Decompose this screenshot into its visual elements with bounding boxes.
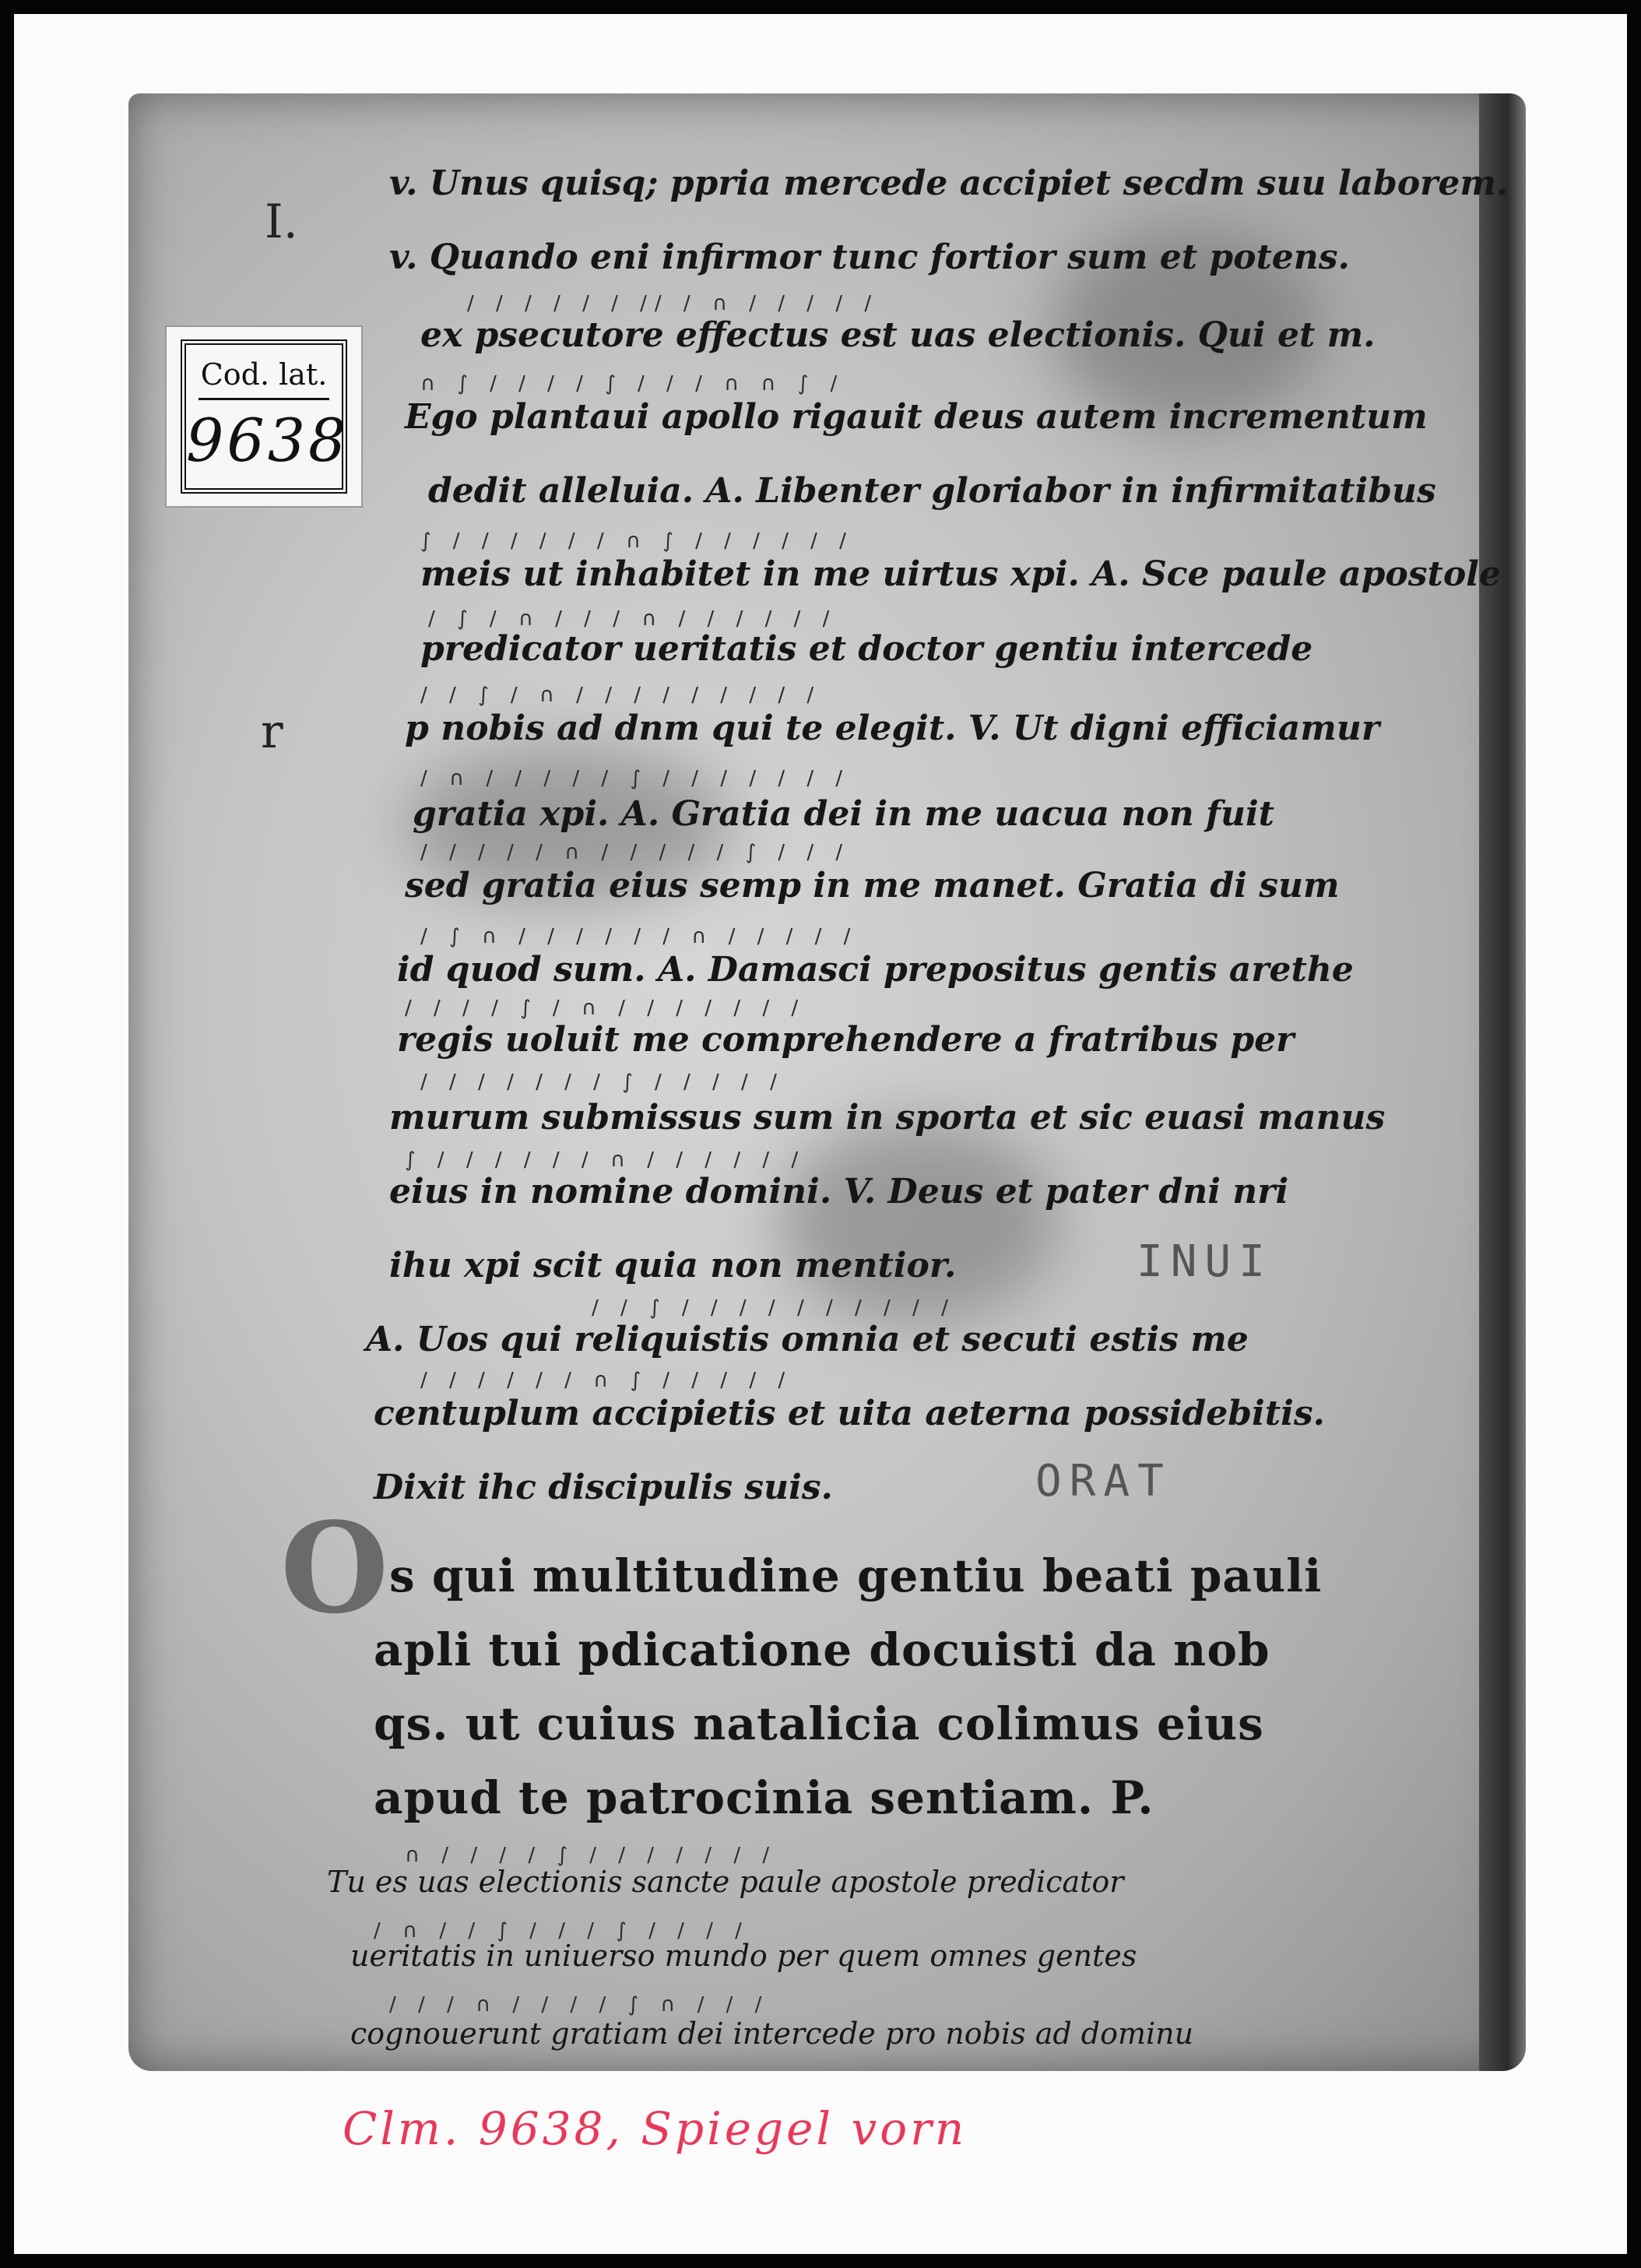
chant-line: A. Uos qui reliquistis omnia et secuti estis me (366, 1320, 1249, 1359)
chant-line: centuplum accipietis et uita aeterna possidebitis. (374, 1394, 1325, 1433)
stain-lower (778, 1121, 1059, 1324)
chant-line: eius in nomine domini. V. Deus et pater dni nri (389, 1172, 1289, 1211)
prayer-line: s qui multitudine gentiu beati pauli (389, 1549, 1323, 1602)
neume-row: / / ∫ / / / / / / / / / / (592, 1296, 956, 1320)
closing-line: cognouerunt gratiam dei intercede pro nobis ad dominu (350, 2017, 1194, 2051)
closing-line: Tu es uas electionis sancte paule apostole predicator (327, 1865, 1124, 1899)
neume-row: / / / / / / ∩ ∫ / / / / / (420, 1369, 793, 1392)
rubric-inuitatorium: INUI (1137, 1236, 1273, 1287)
chant-line: id quod sum. A. Damasci prepositus gentis arethe (397, 950, 1354, 990)
chant-line: regis uoluit me comprehendere a fratribus per (397, 1020, 1295, 1060)
pencil-note: Clm. 9638, Spiegel vorn (343, 2102, 968, 2155)
neume-row: ∩ / / / / ∫ / / / / / / / (405, 1844, 778, 1867)
shelfmark-title: Cod. lat. (200, 357, 328, 392)
neume-row: / / / ∩ / / / / ∫ ∩ / / / (389, 1993, 770, 2017)
chant-line: v. Quando eni infirmor tunc fortior sum et potens. (389, 237, 1350, 277)
neume-row: / / / / / ∩ / / / / / ∫ / / / (420, 841, 851, 864)
neume-row: / ∫ / ∩ / / / ∩ / / / / / / (428, 607, 838, 631)
shelfmark-number: 9638 (186, 406, 350, 475)
chant-line: sed gratia eius semp in me manet. Gratia di sum (405, 866, 1340, 905)
neume-row: / / / / ∫ / ∩ / / / / / / / (405, 997, 806, 1020)
neume-row: ∩ ∫ / / / / ∫ / / / ∩ ∩ ∫ / (420, 372, 845, 396)
neume-row: / / / / / / // / ∩ / / / / / (467, 292, 880, 315)
neume-row: / ∩ / / / / / ∫ / / / / / / / (420, 767, 851, 790)
neume-row: / / / / / / / ∫ / / / / / (420, 1071, 785, 1094)
chant-line: v. Unus quisq; ppria mercede accipiet secdm suu laborem. (389, 164, 1509, 203)
chant-line: predicator ueritatis et doctor gentiu intercede (420, 629, 1313, 669)
neume-row: / ∫ ∩ / / / / / / ∩ / / / / / (420, 925, 859, 948)
neume-row: ∫ / / / / / / ∩ / / / / / / (405, 1148, 806, 1172)
neume-row: / ∩ / / ∫ / / / ∫ / / / / (374, 1919, 750, 1943)
closing-line: ueritatis in uniuerso mundo per quem omnes gentes (350, 1939, 1137, 1973)
chant-line: Ego plantaui apollo rigauit deus autem incrementum (405, 397, 1428, 437)
chant-line: p nobis ad dnm qui te elegit. V. Ut digni efficiamur (405, 709, 1380, 748)
chant-line: ex psecutore effectus est uas electionis. Qui et m. (420, 315, 1376, 355)
chant-line: murum submissus sum in sporta et sic euasi manus (389, 1098, 1386, 1138)
shelfmark-rule (199, 398, 329, 400)
rubric-oratio: ORAT (1035, 1456, 1172, 1507)
leaf-binding-edge (1479, 93, 1526, 2071)
neume-row: ∫ / / / / / / ∩ ∫ / / / / / / (420, 529, 854, 553)
chant-line: dedit alleluia. A. Libenter gloriabor in infirmitatibus (428, 471, 1436, 511)
neume-row: / / ∫ / ∩ / / / / / / / / / (420, 684, 822, 707)
shelfmark-frame (181, 339, 350, 494)
chant-line: meis ut inhabitet in me uirtus xpi. A. Sce paule apostole (420, 554, 1501, 594)
shelfmark-label (165, 325, 363, 508)
chant-line: Dixit ihc discipulis suis. (374, 1468, 833, 1507)
prayer-line: apli tui pdicatione docuisti da nob (374, 1623, 1270, 1676)
chant-line: ihu xpi scit quia non mentior. (389, 1246, 957, 1285)
chant-line: gratia xpi. A. Gratia dei in me uacua non fuit (413, 794, 1274, 834)
prayer-line: qs. ut cuius natalicia colimus eius (374, 1697, 1264, 1750)
prayer-initial: O (280, 1495, 389, 1641)
prayer-line: apud te patrocinia sentiam. P. (374, 1771, 1154, 1824)
margin-mark-middle: r (261, 705, 283, 759)
margin-mark-top: I. (265, 195, 298, 249)
